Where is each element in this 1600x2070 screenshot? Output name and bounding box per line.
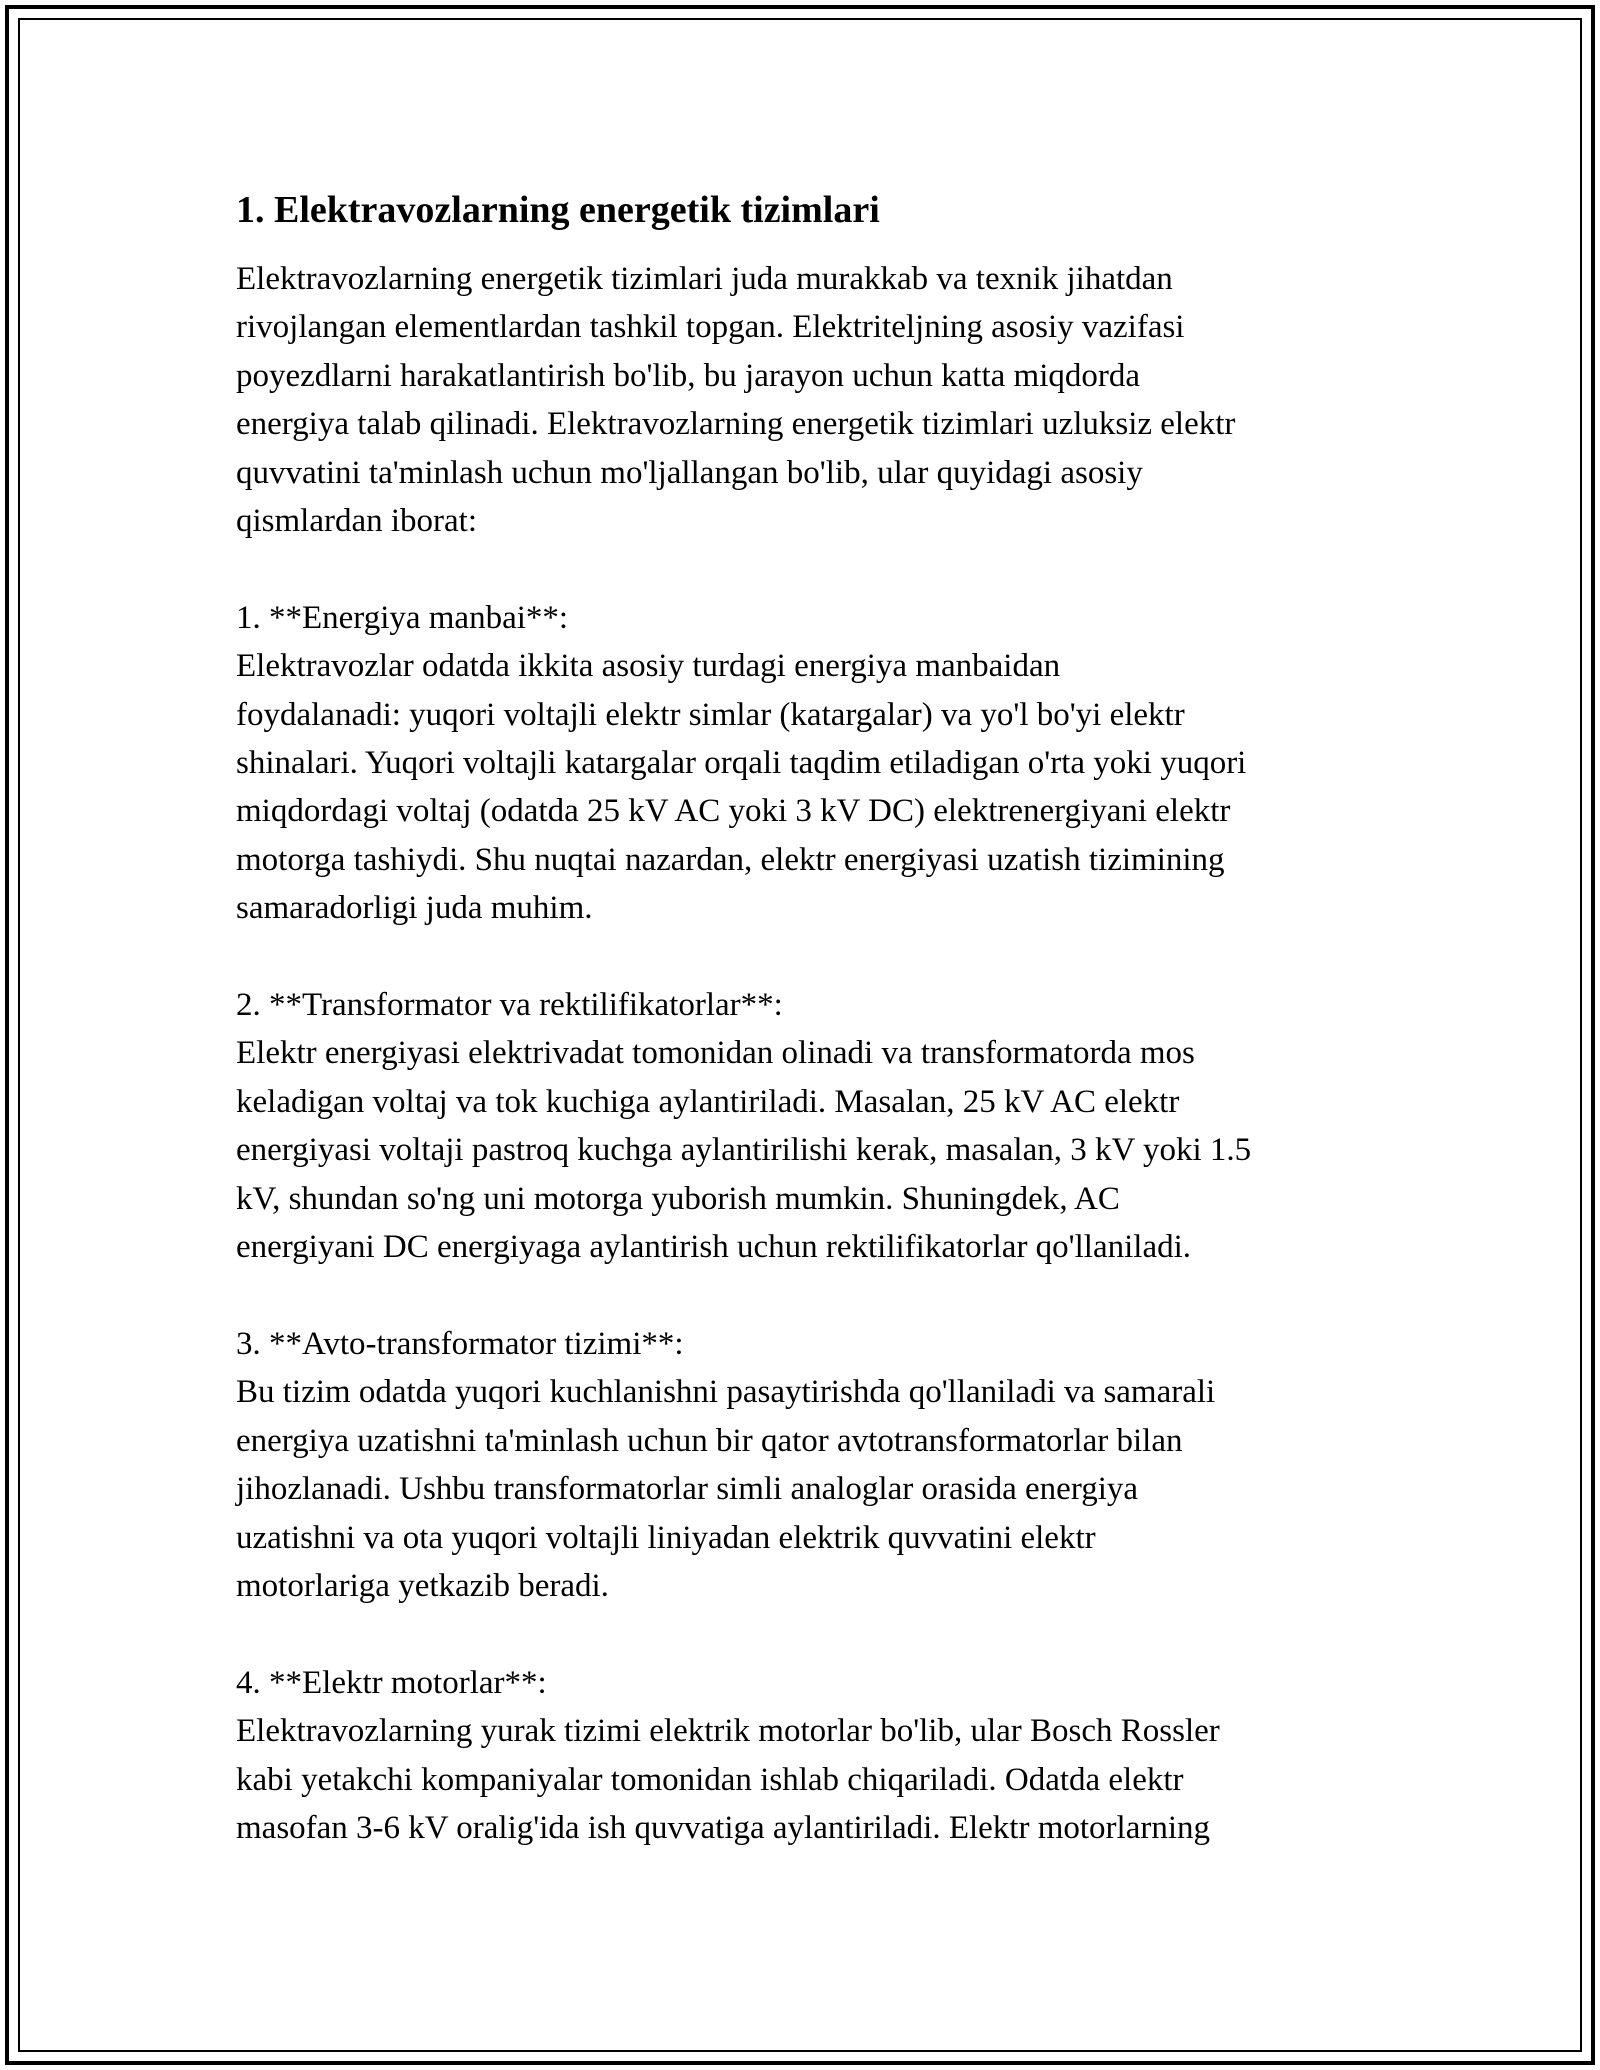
list-item-title: 4. **Elektr motorlar**: bbox=[236, 1664, 547, 1701]
list-item-title: 3. **Avto-transformator tizimi**: bbox=[236, 1325, 684, 1362]
list-item-electric-motors bbox=[236, 1659, 1376, 1853]
list-item-title: 2. **Transformator va rektilifikatorlar**: bbox=[236, 987, 783, 1024]
list-item-auto-transformer bbox=[236, 1320, 1376, 1610]
document-body bbox=[236, 185, 1376, 1852]
list-item-body: Elektravozlar odatda ikkita asosiy turdagi energiya manbaidan foydalanadi: yuqori voltajli elektr simlar (katargalar) va yo'l bo'yi elektr shinalari. Yuqori voltajli katargalar orqali taqdim etiladigan o'rta yoki yuqori miqdordagi voltaj (odatda 25 kV AC yoki 3 kV DC) elektrenergiyani elektr motorga tashiydi. Shu nuqtai nazardan, elektr energiyasi uzatish tizimining samaradorligi juda muhim. bbox=[236, 648, 1247, 927]
list-item-body: Elektravozlarning yurak tizimi elektrik motorlar bo'lib, ular Bosch Rossler kabi yetakchi kompaniyalar tomonidan ishlab chiqariladi. Odatda elektr masofan 3-6 kV oralig'ida ish quvvatiga aylantiriladi. Elektr motorlarning bbox=[236, 1713, 1220, 1846]
list-item-title: 1. **Energiya manbai**: bbox=[236, 599, 569, 636]
section-heading: 1. Elektravozlarning energetik tizimlari bbox=[236, 189, 880, 231]
list-item-body: Bu tizim odatda yuqori kuchlanishni pasaytirishda qo'llaniladi va samarali energiya uzatishni ta'minlash uchun bir qator avtotransformatorlar bilan jihozlanadi. Ushbu transformatorlar simli analoglar orasida energiya uzatishni va ota yuqori voltajli liniyadan elektrik quvvatini elektr motorlariga yetkazib beradi. bbox=[236, 1374, 1216, 1604]
list-item-energy-source bbox=[236, 594, 1376, 933]
list-item-transformer bbox=[236, 981, 1376, 1271]
intro-paragraph: Elektravozlarning energetik tizimlari juda murakkab va texnik jihatdan rivojlangan elementlardan tashkil topgan. Elektriteljning asosiy vazifasi poyezdlarni harakatlantirish bo'lib, bu jarayon uchun katta miqdorda energiya talab qilinadi. Elektravozlarning energetik tizimlari uzluksiz elektr quvvatini ta'minlash uchun mo'ljallangan bo'lib, ular quyidagi asosiy qismlardan iborat: bbox=[236, 261, 1236, 540]
list-item-body: Elektr energiyasi elektrivadat tomonidan olinadi va transformatorda mos keladigan voltaj va tok kuchiga aylantiriladi. Masalan, 25 kV AC elektr energiyasi voltaji pastroq kuchga aylantirilishi kerak, masalan, 3 kV yoki 1.5 kV, shundan so'ng uni motorga yuborish mumkin. Shuningdek, AC energiyani DC energiyaga aylantirish uchun rektilifikatorlar qo'llaniladi. bbox=[236, 1035, 1252, 1266]
